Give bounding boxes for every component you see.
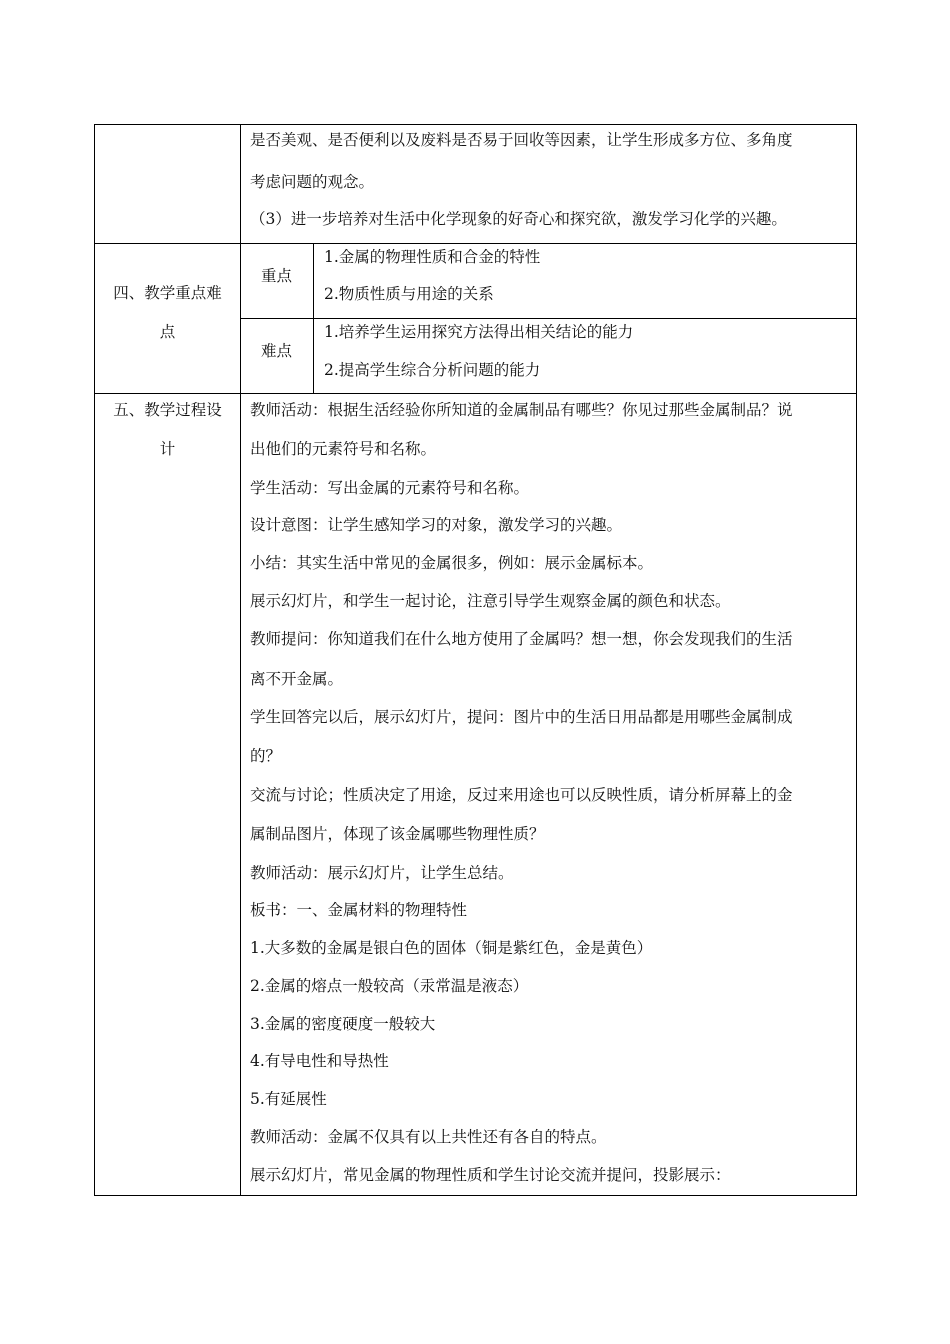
row-divider-1: [95, 243, 856, 244]
process-line-2: 出他们的元素符号和名称。: [250, 440, 437, 458]
section-5-label-line1: 五、教学过程设: [113, 401, 222, 419]
row-divider-2: [95, 393, 856, 394]
process-line-10: 的？: [250, 747, 282, 765]
section-5-label-line2: 计: [159, 440, 176, 458]
process-line-21: 展示幻灯片，常见金属的物理性质和学生讨论交流并提问，投影展示：: [250, 1166, 731, 1184]
process-line-7: 教师提问：你知道我们在什么地方使用了金属吗？想一想，你会发现我们的生活: [250, 630, 793, 648]
process-line-3: 学生活动：写出金属的元素符号和名称。: [250, 479, 530, 497]
section-4-label-line2: 点: [159, 323, 176, 341]
key-point-2: 2.物质性质与用途的关系: [324, 285, 494, 303]
difficult-point-1: 1.培养学生运用探究方法得出相关结论的能力: [324, 323, 634, 341]
section-4-label: [95, 283, 240, 342]
lesson-plan-table: [94, 124, 857, 1196]
key-point-1: 1.金属的物理性质和合金的特性: [324, 248, 541, 266]
process-line-6: 展示幻灯片，和学生一起讨论，注意引导学生观察金属的颜色和状态。: [250, 592, 731, 610]
process-line-20: 教师活动：金属不仅具有以上共性还有各自的特点。: [250, 1128, 607, 1146]
row1-line-3: （3）进一步培养对生活中化学现象的好奇心和探究欲，激发学习化学的兴趣。: [250, 210, 787, 228]
row1-line-2: 考虑问题的观念。: [250, 173, 375, 191]
difficult-point-2: 2.提高学生综合分析问题的能力: [324, 361, 541, 379]
process-line-14: 板书：一、金属材料的物理特性: [250, 901, 468, 919]
process-line-5: 小结：其实生活中常见的金属很多，例如：展示金属标本。: [250, 554, 654, 572]
process-line-15: 1.大多数的金属是银白色的固体（铜是紫红色，金是黄色）: [250, 939, 653, 957]
process-line-12: 属制品图片，体现了该金属哪些物理性质？: [250, 825, 545, 843]
process-line-8: 离不开金属。: [250, 670, 344, 688]
process-line-19: 5.有延展性: [250, 1090, 327, 1108]
process-line-13: 教师活动：展示幻灯片，让学生总结。: [250, 864, 514, 882]
process-line-4: 设计意图：让学生感知学习的对象，激发学习的兴趣。: [250, 516, 623, 534]
difficult-points-label: 难点: [260, 342, 292, 360]
key-points-label: 重点: [260, 267, 292, 285]
process-line-1: 教师活动：根据生活经验你所知道的金属制品有哪些？你见过那些金属制品？说: [250, 401, 793, 419]
section-4-label-line1: 四、教学重点难: [113, 284, 222, 302]
row-divider-sub: [240, 318, 856, 319]
process-line-18: 4.有导电性和导热性: [250, 1052, 389, 1070]
process-line-11: 交流与讨论；性质决定了用途，反过来用途也可以反映性质，请分析屏幕上的金: [250, 786, 793, 804]
row1-line-1: 是否美观、是否便利以及废料是否易于回收等因素，让学生形成多方位、多角度: [250, 131, 793, 149]
process-line-9: 学生回答完以后，展示幻灯片，提问：图片中的生活日用品都是用哪些金属制成: [250, 708, 793, 726]
process-line-16: 2.金属的熔点一般较高（汞常温是液态）: [250, 977, 529, 995]
process-line-17: 3.金属的密度硬度一般较大: [250, 1015, 436, 1033]
section-5-label: [95, 400, 240, 459]
